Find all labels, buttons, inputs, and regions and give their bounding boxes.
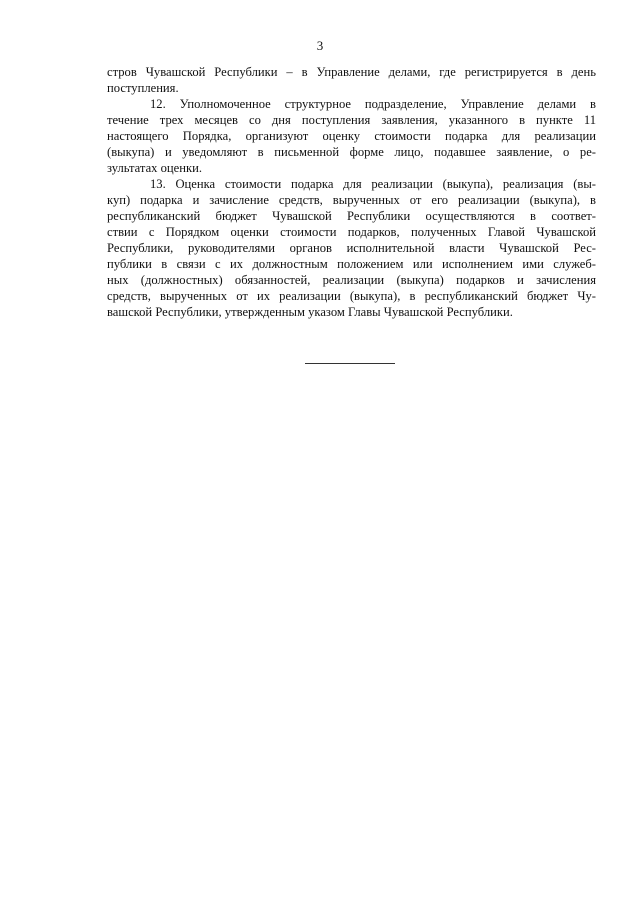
- text-line: Республики, руководителями органов исполнительной власти Чувашской Рес-: [107, 241, 596, 255]
- text-line: 13. Оценка стоимости подарка для реализации (выкупа), реализация (вы-: [150, 177, 596, 191]
- text-line: течение трех месяцев со дня поступления заявления, указанного в пункте 11: [107, 113, 596, 127]
- text-line: ствии с Порядком оценки стоимости подарков, полученных Главой Чувашской: [107, 225, 596, 239]
- text-line: (выкупа) и уведомляют в письменной форме лицо, подавшее заявление, о ре-: [107, 145, 596, 159]
- text-line: вашской Республики, утвержденным указом Главы Чувашской Республики.: [107, 305, 513, 319]
- text-line: ных (должностных) обязанностей, реализации (выкупа) подарков и зачисления: [107, 273, 596, 287]
- text-line: зультатах оценки.: [107, 161, 202, 175]
- page-number: 3: [316, 38, 324, 53]
- paragraph: [107, 96, 596, 176]
- text-line: публики в связи с их должностным положением или исполнением ими служеб-: [107, 257, 596, 271]
- document-body: [107, 64, 596, 320]
- paragraph: [107, 64, 596, 96]
- text-line: республиканский бюджет Чувашской Республики осуществляются в соответ-: [107, 209, 596, 223]
- text-line: поступления.: [107, 81, 179, 95]
- text-line: настоящего Порядка, организуют оценку стоимости подарка для реализации: [107, 129, 596, 143]
- end-separator-line: [305, 363, 395, 364]
- paragraph: [107, 176, 596, 320]
- text-line: 12. Уполномоченное структурное подразделение, Управление делами в: [150, 97, 596, 111]
- text-line: стров Чувашской Республики – в Управление делами, где регистрируется в день: [107, 65, 596, 79]
- text-line: средств, вырученных от их реализации (выкупа), в республиканский бюджет Чу-: [107, 289, 596, 303]
- text-line: куп) подарка и зачисление средств, вырученных от его реализации (выкупа), в: [107, 193, 596, 207]
